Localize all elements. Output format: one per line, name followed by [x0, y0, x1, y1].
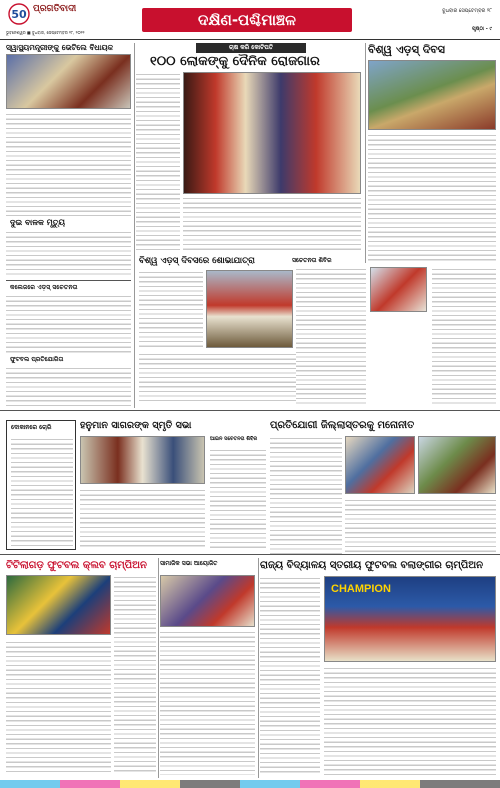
story-legal-body: [210, 448, 266, 550]
headline-shop-theft: ଦୋକାନରେ ଚୋରି: [11, 424, 52, 431]
photo-district-group: [418, 436, 496, 494]
box-shop-theft: [6, 420, 76, 550]
photo-farming-felicitation: [183, 72, 361, 194]
photo-balangir-champion: [324, 576, 496, 662]
story-farming-body: [183, 196, 361, 252]
story-rally-col1: [139, 270, 203, 350]
brand-name: ପ୍ରଗତିବାଦୀ: [33, 4, 77, 14]
page-number: ପୃଷ୍ଠା - ୯: [472, 26, 492, 32]
story-college-body: [6, 294, 131, 354]
dateline: ଭୁବନେଶ୍ୱର ■ ବୁଧବାର, ସେପ୍ଟେମ୍ବର ୨୮, ୨୦୨୨: [6, 30, 85, 35]
story-district-body: [270, 436, 342, 554]
story-titilagarh-body-2: [6, 640, 111, 775]
headline-farming: ୧୦୦ ଲୋକଙ୍କୁ ଦୈନିକ ରୋଜଗାର: [150, 54, 320, 69]
headline-football-comp: ଫୁଟବଲ ପ୍ରତିଯୋଗିତା: [10, 356, 64, 363]
photo-aids-rally-2: [206, 270, 293, 348]
header-date: ବୁଧବାର ସେପ୍ଟେମ୍ବର ୨୮: [442, 8, 492, 14]
headline-aids-day: ବିଶ୍ୱ ଏଡ଼ସ୍ ଦିବସ: [368, 43, 445, 56]
headline-memorial: ହନୁମାନ ସାଗରଙ୍କ ସ୍ମୃତି ସଭା: [80, 420, 192, 431]
kicker-farming: ଚାଷ କରି କୋଟିପତି: [196, 43, 306, 53]
photo-titilagarh-team: [6, 575, 111, 635]
story-district-body-2: [345, 498, 496, 554]
story-theft-body: [11, 437, 73, 547]
champion-banner: CHAMPION: [331, 583, 391, 595]
masthead: [0, 0, 500, 40]
story-balangir-body: [324, 666, 496, 776]
story-mla-body: [6, 112, 131, 216]
story-titilagarh-body: [114, 575, 156, 775]
headline-mla: ସ୍ୱାସ୍ଥ୍ୟମନ୍ତ୍ରୀଙ୍କୁ ଭେଟିଲେ ବିଧାୟକ: [6, 43, 114, 52]
story-boys-body: [6, 230, 131, 278]
svg-text:50: 50: [11, 8, 27, 21]
story-aids-body: [368, 133, 496, 263]
photo-mla-meeting: [6, 54, 131, 109]
story-memorial-body: [80, 488, 205, 550]
photo-awareness-camp: [370, 267, 427, 312]
headline-boys-death: ଦୁଇ ବାଳକ ମୃତ୍ୟୁ: [10, 218, 65, 227]
headline-district-selected: ପ୍ରତିଯୋଗୀ ଜିଲ୍ଲାସ୍ତରକୁ ମନୋନୀତ: [270, 420, 415, 431]
headline-titilagarh: ଟିଟିଲାଗଡ଼ ଫୁଟବଲ କ୍ଲବ ଚାମ୍ପିଅନ: [6, 560, 147, 571]
photo-social: [160, 575, 255, 627]
headline-awareness-camp: ସଚେତନତା ଶିବିର: [292, 257, 332, 264]
headline-aids-rally: ବିଶ୍ୱ ଏଡ଼ସ୍ ଦିବସରେ ଶୋଭାଯାତ୍ରା: [139, 256, 255, 266]
photo-memorial: [80, 436, 205, 484]
headline-social: ସାମାଜିକ ସଭା ଆୟୋଜିତ: [160, 560, 218, 567]
anniversary-logo-icon: [6, 3, 32, 25]
color-registration-bar: [0, 780, 500, 788]
story-social-body: [160, 630, 255, 775]
story-camp-body: [296, 267, 366, 404]
story-camp-right-body: [432, 267, 496, 404]
headline-legal: ଆଇନ ସଚେତନତା ଶିବିର: [210, 436, 258, 442]
story-farming-col1: [136, 72, 180, 252]
headline-balangir: ରାଜ୍ୟ ବିଦ୍ୟାଳୟ ସ୍ତରୀୟ ଫୁଟବଲ ବଲାଙ୍ଗୀର ଚାମ୍ପିଅନ: [260, 560, 484, 571]
section-title: ଦକ୍ଷିଣ-ପଶ୍ଚିମାଞ୍ଚଳ: [142, 8, 352, 32]
story-balangir-col1: [260, 576, 320, 776]
story-football-body: [6, 366, 131, 408]
photo-aids-rally: [368, 60, 496, 130]
photo-district-students: [345, 436, 415, 494]
headline-college-aids: କଲେଜରେ ଏଡ଼ସ୍ ସଚେତନତା: [10, 284, 78, 291]
